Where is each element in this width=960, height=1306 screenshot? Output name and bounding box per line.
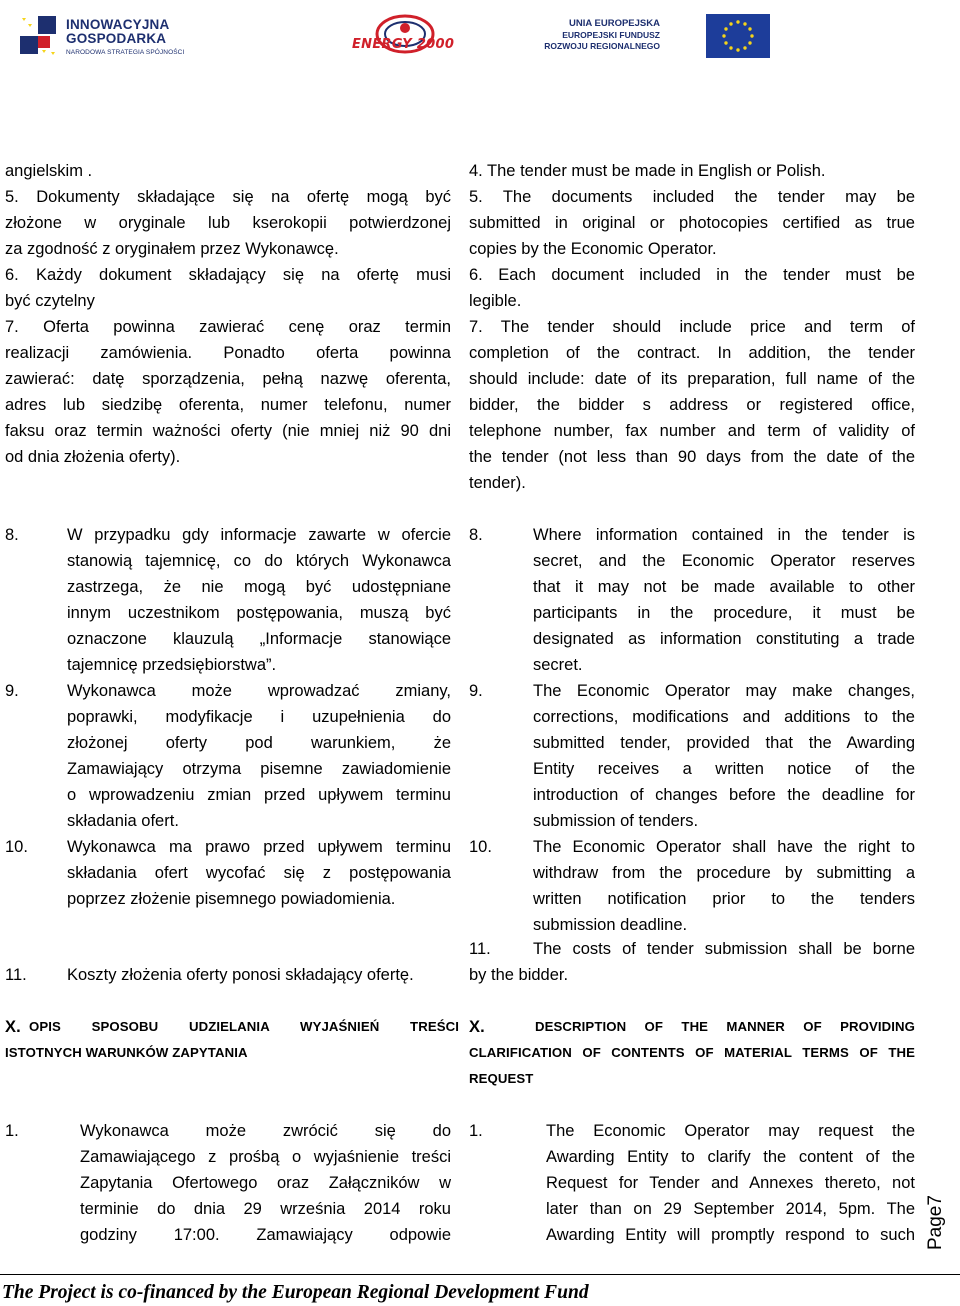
- right-line: 4. The tender must be made in English or Polish.: [469, 162, 826, 180]
- right-line: the tender (not less than 90 days from the date of the: [469, 448, 915, 466]
- left-line: od dnia złożenia oferty).: [5, 448, 181, 466]
- heading-line1: OPIS SPOSOBU UDZIELANIA WYJAŚNIEŃ TREŚCI: [29, 1019, 459, 1034]
- item-number: 9.: [469, 682, 483, 700]
- innowacyjna-gospodarka-logo: [18, 14, 188, 62]
- item-number: 8.: [469, 526, 483, 544]
- item-line: The Economic Operator may make changes,: [533, 682, 915, 700]
- ig-logo-line2: GOSPODARKA: [66, 31, 167, 46]
- left-line: adres lub siedzibę oferenta, numer telefonu, numer: [5, 396, 451, 414]
- heading-line1: DESCRIPTION OF THE MANNER OF PROVIDING: [535, 1019, 915, 1034]
- ig-logo-line3: NARODOWA STRATEGIA SPÓJNOŚCI: [66, 49, 185, 56]
- item-line: The costs of tender submission shall be borne: [533, 940, 915, 958]
- heading-line3: REQUEST: [469, 1071, 534, 1086]
- item-line: submission of tenders.: [533, 812, 699, 830]
- item-number: 11.: [469, 940, 491, 958]
- item-line: Wykonawca może zwrócić się do: [80, 1122, 451, 1140]
- left-item-8: [5, 522, 451, 678]
- right-line: 7. The tender should include price and term of: [469, 318, 915, 336]
- item-line: składania ofert wycofać się z postępowania: [67, 864, 451, 882]
- item-number: 8.: [5, 526, 19, 544]
- left-line: angielskim .: [5, 162, 93, 180]
- energy-2000-logo: [350, 12, 460, 60]
- eu-flag-icon: [706, 14, 770, 58]
- item-line: by the bidder.: [469, 966, 569, 984]
- left-item-10: [5, 834, 451, 912]
- heading-roman: X.: [5, 1018, 21, 1036]
- item-line: later than on 29 September 2014, 5pm. The: [546, 1200, 915, 1218]
- right-item-8: [469, 522, 915, 678]
- eu-fund-logo: [544, 14, 770, 60]
- item-number: 11.: [5, 966, 27, 984]
- item-line: składania ofert.: [67, 812, 179, 830]
- right-block-1: [469, 158, 915, 496]
- right-line: bidder, the bidder s address or registered office,: [469, 396, 915, 414]
- right-line: submitted in original or photocopies certified as true: [469, 214, 915, 232]
- left-line: 5. Dokumenty składające się na ofertę mogą być: [5, 188, 451, 206]
- item-line: introduction of changes before the deadline for: [533, 786, 915, 804]
- ig-emblem-icon: [18, 14, 62, 60]
- item-line: Awarding Entity to clarify the content of the: [546, 1148, 915, 1166]
- left-block-1: [5, 158, 451, 470]
- right-line: 5. The documents included the tender may be: [469, 188, 915, 206]
- left-line: 6. Każdy dokument składający się na ofertę musi: [5, 266, 451, 284]
- right-item-9: [469, 678, 915, 834]
- item-line: złożonej oferty pod warunkiem, że: [67, 734, 451, 752]
- left-section-item-1: [5, 1118, 451, 1248]
- item-line: Where information contained in the tender is: [533, 526, 915, 544]
- item-line: corrections, modifications and additions to the: [533, 708, 915, 726]
- right-line: telephone number, fax number and term of validity of: [469, 422, 915, 440]
- item-number: 10.: [469, 838, 492, 856]
- item-line: The Economic Operator shall have the right to: [533, 838, 915, 856]
- item-number: 1.: [469, 1122, 483, 1140]
- item-line: poprzez złożenie pisemnego powiadomienia.: [67, 890, 396, 908]
- left-line: faksu oraz termin ważności oferty (nie mniej niż 90 dni: [5, 422, 451, 440]
- right-item-10: [469, 834, 915, 938]
- heading-roman: X.: [469, 1018, 485, 1036]
- item-line: Zamawiającego z prośbą o wyjaśnienie treści: [80, 1148, 451, 1166]
- item-line: written notification prior to the tenders: [533, 890, 915, 908]
- item-number: 10.: [5, 838, 28, 856]
- eu-logo-line1: UNIA EUROPEJSKA: [569, 18, 660, 29]
- item-line: Awarding Entity will promptly respond to such: [546, 1226, 915, 1244]
- left-section-heading: [5, 1014, 459, 1066]
- left-line: za zgodność z oryginałem przez Wykonawcę.: [5, 240, 339, 258]
- item-line: oznaczone klauzulą „Informacje stanowiące: [67, 630, 451, 648]
- right-section-heading: [469, 1014, 915, 1092]
- eu-logo-text: [544, 18, 660, 52]
- right-line: should include: date of its preparation, full name of the: [469, 370, 915, 388]
- item-line: zastrzega, że nie mogą być udostępniane: [67, 578, 451, 596]
- item-line: o wprowadzeniu zmian przed upływem terminu: [67, 786, 451, 804]
- right-line: legible.: [469, 292, 522, 310]
- item-line: stanowią tajemnicę, co do których Wykonawca: [67, 552, 451, 570]
- energy-logo-text: ENERGY 2000: [352, 37, 455, 52]
- left-line: złożone w oryginale lub kserokopii potwierdzonej: [5, 214, 451, 232]
- right-line: completion of the contract. In addition, the tender: [469, 344, 915, 362]
- footer-cofinance-text: The Project is co-financed by the European Regional Development Fund: [2, 1282, 589, 1303]
- item-line: Entity receives a written notice of the: [533, 760, 915, 778]
- left-line: zawierać: datę sporządzenia, pełną nazwę oferenta,: [5, 370, 451, 388]
- item-line: Request for Tender and Annexes thereto, not: [546, 1174, 915, 1192]
- left-item-11: [5, 962, 451, 988]
- item-line: Zamawiający otrzyma pisemne zawiadomienie: [67, 760, 451, 778]
- item-line: The Economic Operator may request the: [546, 1122, 915, 1140]
- item-line: secret, and the Economic Operator reserves: [533, 552, 915, 570]
- footer-divider: [0, 1274, 960, 1275]
- item-line: Wykonawca ma prawo przed upływem terminu: [67, 838, 451, 856]
- right-item-11: [469, 936, 915, 988]
- right-line: tender).: [469, 474, 526, 492]
- item-line: innym uczestnikom postępowania, muszą być: [67, 604, 451, 622]
- item-line: Koszty złożenia oferty ponosi składający ofertę.: [67, 966, 414, 984]
- right-line: 6. Each document included in the tender must be: [469, 266, 915, 284]
- item-line: that it may not be made available to other: [533, 578, 915, 596]
- item-line: participants in the procedure, it must be: [533, 604, 915, 622]
- item-line: withdraw from the procedure by submitting a: [533, 864, 915, 882]
- left-line: być czytelny: [5, 292, 95, 310]
- item-line: W przypadku gdy informacje zawarte w ofercie: [67, 526, 451, 544]
- left-line: 7. Oferta powinna zawierać cenę oraz termin: [5, 318, 451, 336]
- item-line: poprawki, modyfikacje i uzupełnienia do: [67, 708, 451, 726]
- heading-line2: ISTOTNYCH WARUNKÓW ZAPYTANIA: [5, 1045, 248, 1060]
- item-line: Zapytania Ofertowego oraz Załączników w: [80, 1174, 451, 1192]
- item-number: 9.: [5, 682, 19, 700]
- eu-logo-line3: ROZWOJU REGIONALNEGO: [544, 41, 660, 51]
- item-line: designated as information constituting a trade: [533, 630, 915, 648]
- item-line: Wykonawca może wprowadzać zmiany,: [67, 682, 451, 700]
- left-line: realizacji zamówienia. Ponadto oferta powinna: [5, 344, 451, 362]
- item-number: 1.: [5, 1122, 19, 1140]
- item-line: terminie do dnia 29 września 2014 roku: [80, 1200, 451, 1218]
- right-section-item-1: [469, 1118, 915, 1248]
- item-line: submitted tender, provided that the Awarding: [533, 734, 915, 752]
- item-line: secret.: [533, 656, 583, 674]
- page-number: Page7: [925, 1195, 946, 1250]
- item-line: submission deadline.: [533, 916, 688, 934]
- right-line: copies by the Economic Operator.: [469, 240, 717, 258]
- left-item-9: [5, 678, 451, 834]
- item-line: godziny 17:00. Zamawiający odpowie: [80, 1226, 451, 1244]
- heading-line2: CLARIFICATION OF CONTENTS OF MATERIAL TERMS OF THE: [469, 1045, 915, 1060]
- eu-logo-line2: EUROPEJSKI FUNDUSZ: [562, 30, 660, 40]
- ig-logo-line1: INNOWACYJNA: [66, 17, 170, 32]
- item-line: tajemnicę przedsiębiorstwa”.: [67, 656, 277, 674]
